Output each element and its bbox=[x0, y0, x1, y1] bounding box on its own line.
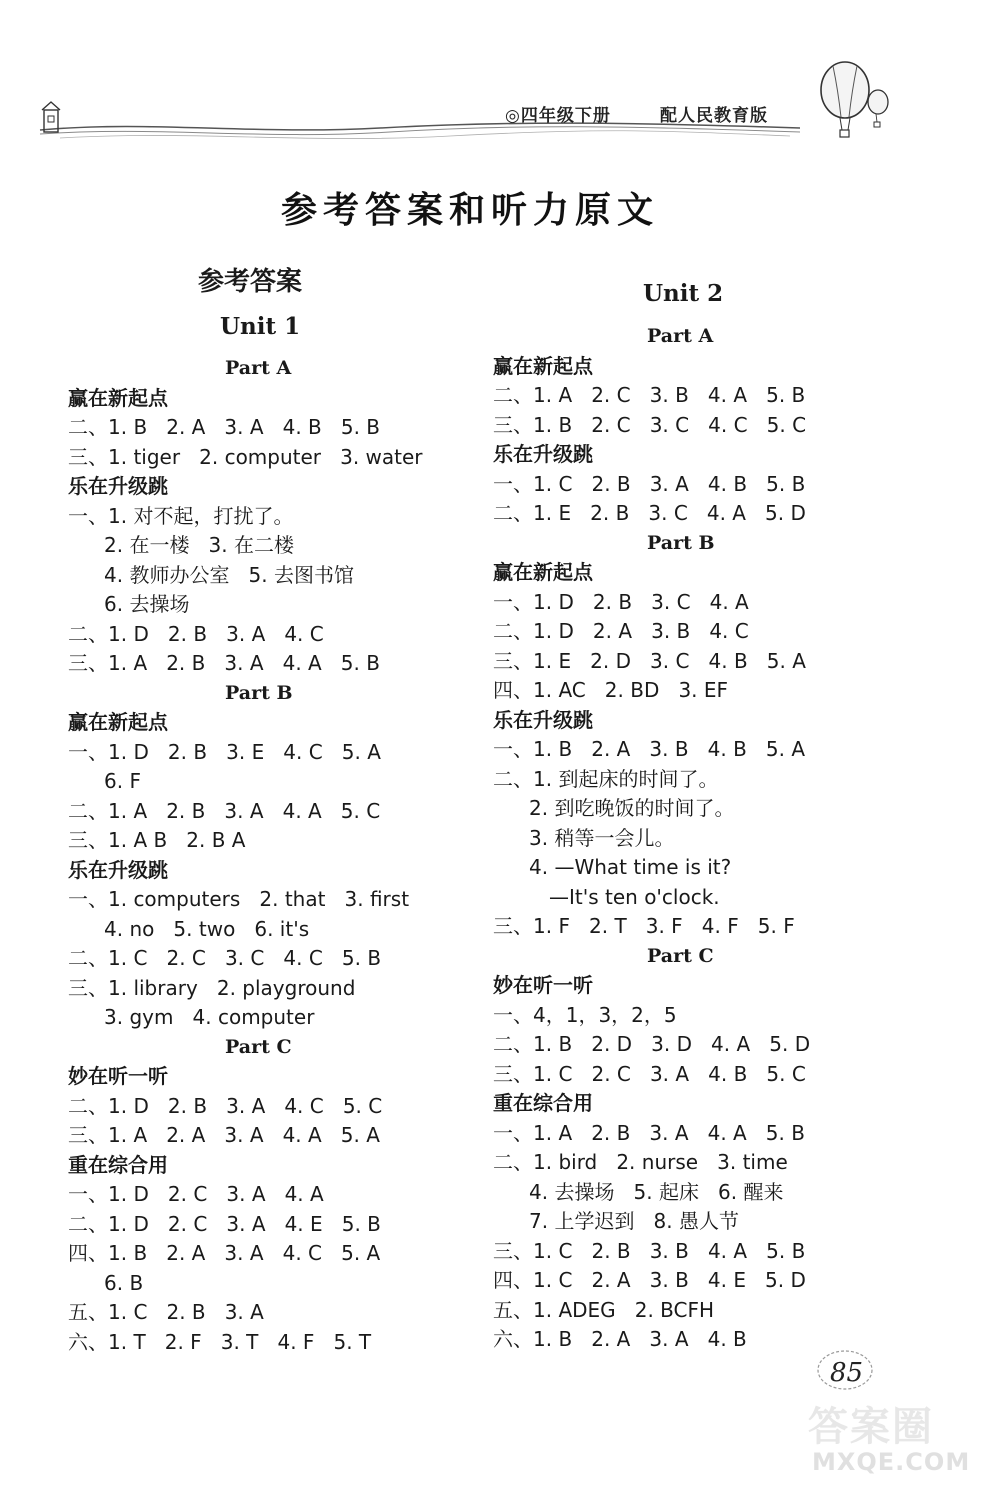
answer-line: 二、1. D 2. C 3. A 4. E 5. B bbox=[68, 1211, 381, 1236]
header-decoration bbox=[0, 60, 1000, 170]
section-heading: 赢在新起点 bbox=[68, 710, 168, 734]
answer-line: 二、1. A 2. B 3. A 4. A 5. C bbox=[68, 798, 381, 823]
part-heading: Part C bbox=[647, 944, 714, 967]
answer-line: 6. F bbox=[104, 769, 141, 793]
part-heading: Part C bbox=[225, 1035, 292, 1058]
answer-line: 四、1. B 2. A 3. A 4. C 5. A bbox=[68, 1241, 381, 1265]
unit-title: Unit 1 bbox=[220, 313, 301, 340]
answer-line: 三、1. E 2. D 3. C 4. B 5. A bbox=[493, 648, 806, 673]
part-heading: Part A bbox=[647, 325, 714, 347]
section-title: 参考答案 bbox=[198, 267, 303, 297]
answer-line: 4. 去操场 5. 起床 6. 醒来 bbox=[529, 1179, 784, 1204]
answer-line: 二、1. A 2. C 3. B 4. A 5. B bbox=[493, 383, 806, 407]
answer-line: 三、1. library 2. playground bbox=[68, 975, 356, 1000]
answer-line: 三、1. B 2. C 3. C 4. C 5. C bbox=[493, 412, 807, 437]
section-heading: 乐在升级跳 bbox=[493, 442, 593, 466]
answer-line: 二、1. D 2. A 3. B 4. C bbox=[493, 619, 749, 643]
answer-line: 7. 上学迟到 8. 愚人节 bbox=[529, 1209, 739, 1233]
answer-line: 一、4，1，3，2，5 bbox=[493, 1002, 677, 1027]
answer-line: 3. 稍等一会儿。 bbox=[529, 825, 675, 850]
answer-line: 2. 在一楼 3. 在二楼 bbox=[104, 533, 294, 557]
answer-line: 二、1. bird 2. nurse 3. time bbox=[493, 1150, 788, 1174]
balloon-icon bbox=[821, 62, 888, 137]
answer-line: 二、1. 到起床的时间了。 bbox=[493, 766, 719, 791]
house-icon bbox=[42, 102, 60, 132]
answer-line: 一、1. C 2. B 3. A 4. B 5. B bbox=[493, 471, 806, 496]
answer-line: 三、1. C 2. B 3. B 4. A 5. B bbox=[493, 1238, 806, 1263]
part-heading: Part B bbox=[225, 681, 293, 704]
answer-line: 三、1. A 2. A 3. A 4. A 5. A bbox=[68, 1123, 380, 1147]
answer-line: 五、1. C 2. B 3. A bbox=[68, 1300, 264, 1324]
answer-line: 二、1. B 2. D 3. D 4. A 5. D bbox=[493, 1032, 811, 1056]
answer-line: 一、1. D 2. B 3. C 4. A bbox=[493, 589, 749, 614]
part-heading: Part B bbox=[647, 531, 715, 554]
answer-line: 2. 到吃晚饭的时间了。 bbox=[529, 796, 735, 820]
answer-line: 二、1. C 2. C 3. C 4. C 5. B bbox=[68, 946, 382, 970]
section-heading: 赢在新起点 bbox=[493, 353, 593, 378]
unit-title: Unit 2 bbox=[643, 280, 724, 307]
answer-line: 二、1. D 2. B 3. A 4. C bbox=[68, 621, 324, 646]
answer-line: 6. B bbox=[104, 1270, 144, 1295]
answer-line: 五、1. ADEG 2. BCFH bbox=[493, 1297, 715, 1322]
section-heading: 赢在新起点 bbox=[68, 385, 168, 410]
answer-line: 一、1. D 2. B 3. E 4. C 5. A bbox=[68, 739, 381, 764]
section-heading: 赢在新起点 bbox=[493, 560, 593, 584]
section-heading: 乐在升级跳 bbox=[68, 474, 168, 498]
section-heading: 重在综合用 bbox=[493, 1091, 593, 1115]
answer-line: 二、1. B 2. A 3. A 4. B 5. B bbox=[68, 415, 381, 439]
answer-line: 3. gym 4. computer bbox=[104, 1005, 315, 1029]
page-number: 85 bbox=[830, 1358, 864, 1388]
answer-line: 一、1. 对不起，打扰了。 bbox=[68, 503, 294, 528]
section-heading: 重在综合用 bbox=[68, 1152, 168, 1177]
answer-line: 六、1. T 2. F 3. T 4. F 5. T bbox=[68, 1329, 372, 1354]
answer-line: 三、1. C 2. C 3. A 4. B 5. C bbox=[493, 1061, 806, 1086]
answer-line: 一、1. B 2. A 3. B 4. B 5. A bbox=[493, 737, 806, 761]
answer-line: 三、1. tiger 2. computer 3. water bbox=[68, 444, 423, 469]
watermark-url: MXQE.COM bbox=[812, 1448, 971, 1476]
answer-line: 四、1. AC 2. BD 3. EF bbox=[493, 678, 729, 702]
answer-line: 4. 教师办公室 5. 去图书馆 bbox=[104, 562, 354, 587]
answer-line: 三、1. F 2. T 3. F 4. F 5. F bbox=[493, 914, 795, 938]
header-grade-label: ◎四年级下册 bbox=[505, 106, 611, 126]
section-heading: 妙在听一听 bbox=[68, 1064, 168, 1088]
answer-line: 六、1. B 2. A 3. A 4. B bbox=[493, 1327, 747, 1351]
answer-line: 4. —What time is it? bbox=[529, 855, 732, 879]
answer-line: 一、1. computers 2. that 3. first bbox=[68, 887, 410, 911]
answer-line: 三、1. A B 2. B A bbox=[68, 828, 246, 852]
section-heading: 乐在升级跳 bbox=[493, 707, 593, 732]
answer-line: 二、1. E 2. B 3. C 4. A 5. D bbox=[493, 501, 806, 525]
watermark-brand: 答案圈 bbox=[808, 1404, 934, 1450]
section-heading: 妙在听一听 bbox=[493, 973, 593, 997]
answer-line: 6. 去操场 bbox=[104, 592, 190, 616]
part-heading: Part A bbox=[225, 357, 292, 379]
answer-line: 二、1. D 2. B 3. A 4. C 5. C bbox=[68, 1093, 383, 1118]
answer-line: 一、1. D 2. C 3. A 4. A bbox=[68, 1182, 324, 1206]
header-edition-label: 配人民教育版 bbox=[660, 106, 768, 126]
answer-line: 4. no 5. two 6. it's bbox=[104, 916, 310, 941]
answer-line: 一、1. A 2. B 3. A 4. A 5. B bbox=[493, 1120, 805, 1145]
answer-line: 三、1. A 2. B 3. A 4. A 5. B bbox=[68, 651, 380, 675]
answer-line: —It's ten o'clock. bbox=[549, 884, 720, 909]
answer-line: 四、1. C 2. A 3. B 4. E 5. D bbox=[493, 1268, 806, 1292]
page-title: 参考答案和听力原文 bbox=[280, 190, 659, 231]
section-heading: 乐在升级跳 bbox=[68, 857, 168, 882]
